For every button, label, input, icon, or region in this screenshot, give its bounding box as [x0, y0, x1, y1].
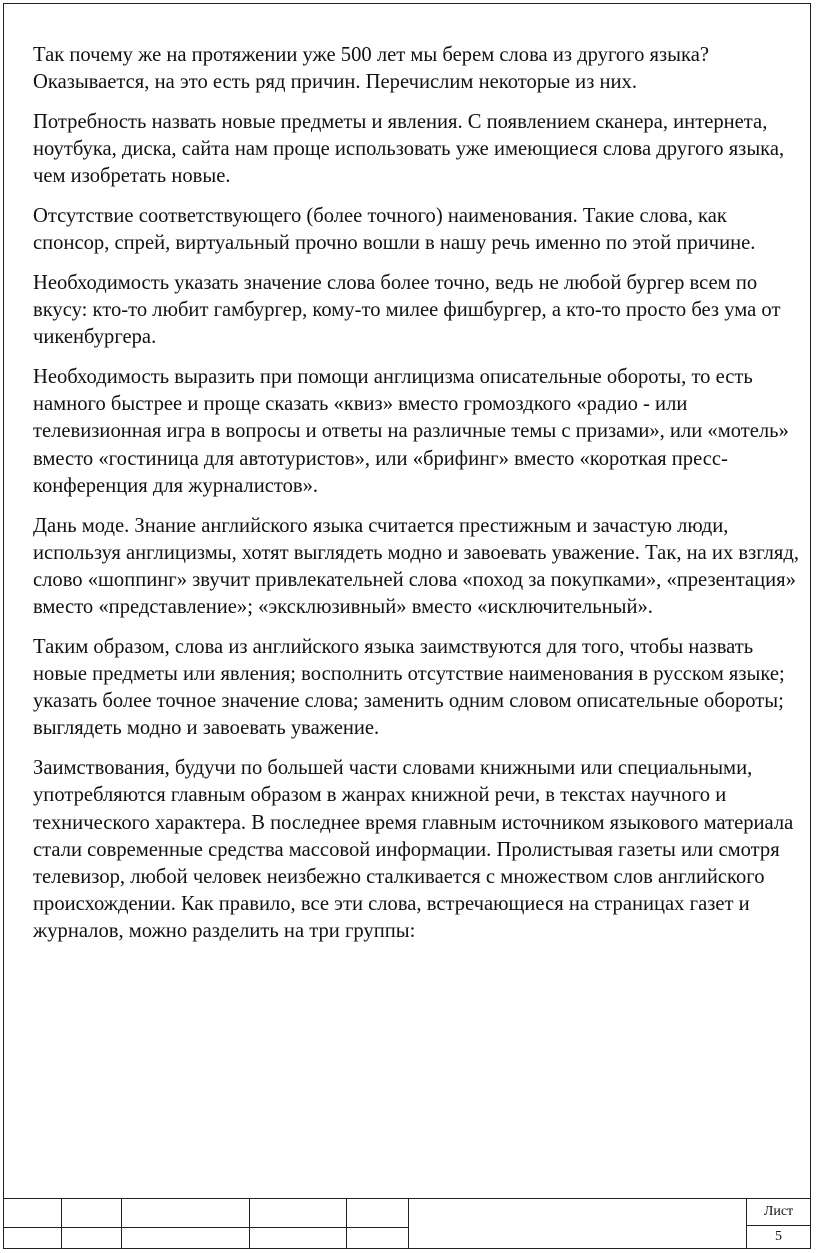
paragraph-reason-new-items: Потребность назвать новые предметы и явления. С появлением сканера, интернета, ноутбука, диска, сайта нам проще использовать уже имеющиеся слова другого языка, чем изобретать новые.	[33, 110, 785, 188]
title-block	[3, 1198, 811, 1249]
stamp-divider	[61, 1199, 62, 1249]
stamp-divider	[121, 1199, 122, 1249]
stamp-row-divider	[3, 1227, 408, 1228]
stamp-divider	[249, 1199, 250, 1249]
paragraph-reason-missing-name: Отсутствие соответствующего (более точного) наименования. Такие слова, как спонсор, спрей, виртуальный прочно вошли в нашу речь именно по этой причине.	[33, 205, 756, 255]
sheet-number: 5	[775, 1229, 782, 1244]
stamp-divider	[346, 1199, 347, 1249]
paragraph-summary: Таким образом, слова из английского языка заимствуются для того, чтобы назвать новые предметы или явления; восполнить отсутствие наименования в русском языке; указать более точное значение слова; заменить одним словом описательные обороты; выглядеть модно и завоевать уважение.	[33, 635, 785, 740]
sheet-label: Лист	[763, 1204, 794, 1219]
paragraph-reason-descriptive: Необходимость выразить при помощи англицизма описательные обороты, то есть намного быстрее и проще сказать «квиз» вместо громоздкого «радио - или телевизионная игра в вопросы и ответы на различные темы с призами», или «мотель» вместо «гостиница для автотуристов», или «брифинг» вместо «короткая пресс-конференция для журналистов».	[33, 366, 789, 497]
document-body	[33, 42, 803, 958]
stamp-divider	[408, 1199, 409, 1249]
paragraph-reason-precision: Необходимость указать значение слова более точно, ведь не любой бургер всем по вкусу: кто-то любит гамбургер, кому-то милее фишбургер, а кто-то просто без ума от чикенбургера.	[33, 271, 781, 349]
paragraph-reason-fashion: Дань моде. Знание английского языка считается престижным и зачастую люди, используя англицизмы, хотят выглядеть модно и завоевать уважение. Так, на их взгляд, слово «шоппинг» звучит привлекательней слова «поход за покупками», «презентация» вместо «представление»; «эксклюзивный» вместо «исключительный».	[33, 514, 800, 619]
paragraph-intro: Так почему же на протяжении уже 500 лет мы берем слова из другого языка? Оказывается, на это есть ряд причин. Перечислим некоторые из них.	[33, 44, 709, 94]
paragraph-media: Заимствования, будучи по большей части словами книжными или специальными, употребляются главным образом в жанрах книжной речи, в текстах научного и технического характера. В последнее время главным источником языкового материала стали современные средства массовой информации. Пролистывая газеты или смотря телевизор, любой человек неизбежно сталкивается с множеством слов английского происхождении. Как правило, все эти слова, встречающиеся на страницах газет и журналов, можно разделить на три группы:	[33, 757, 794, 943]
sheet-cell-divider	[746, 1225, 811, 1226]
